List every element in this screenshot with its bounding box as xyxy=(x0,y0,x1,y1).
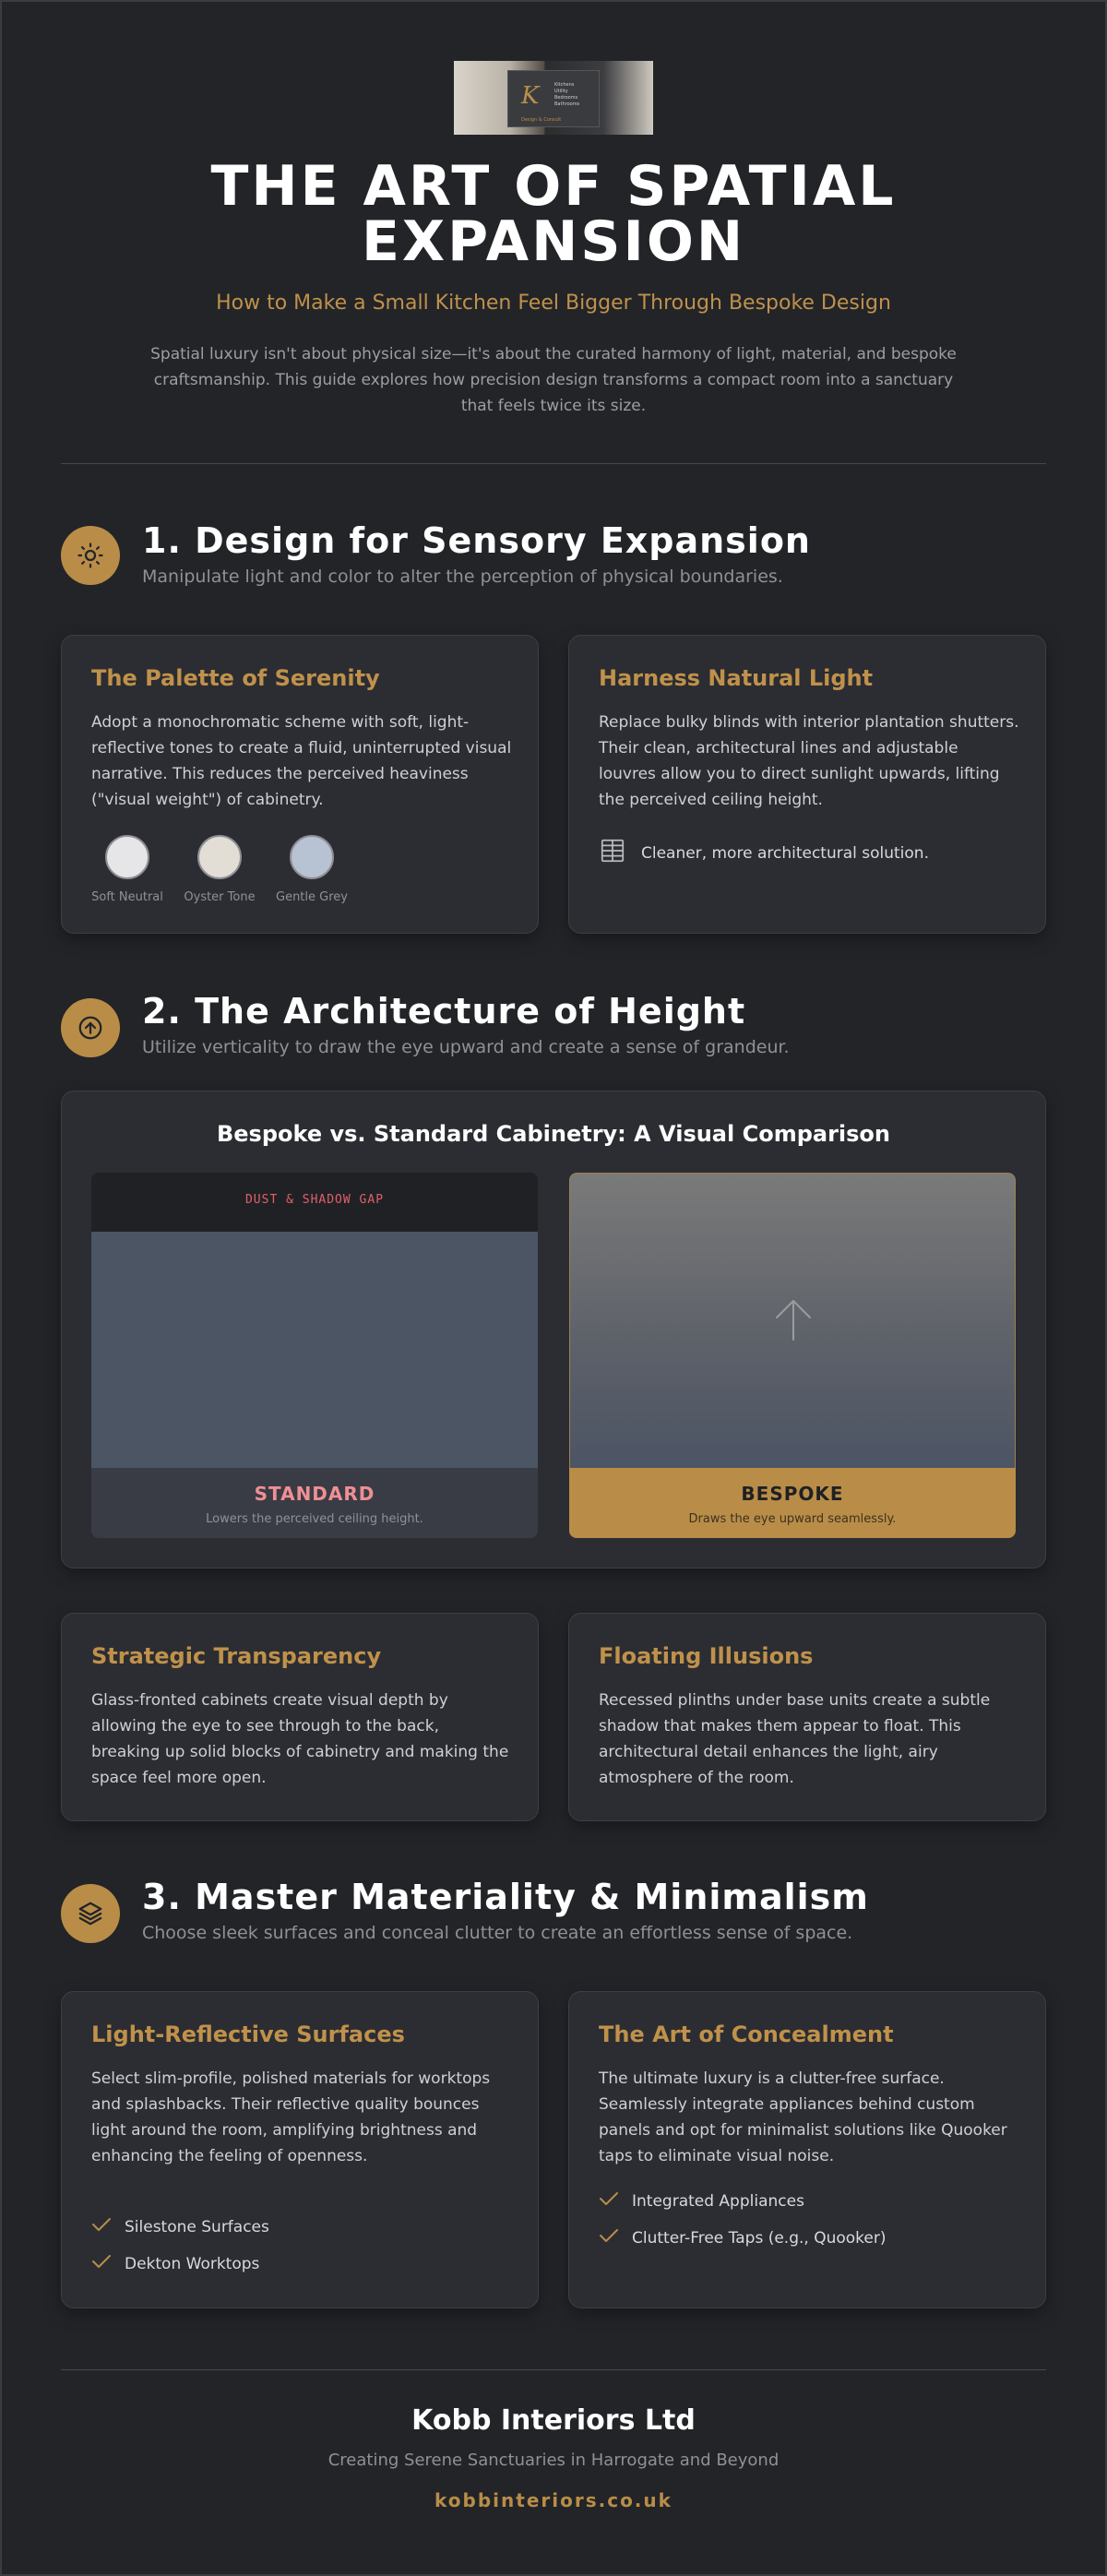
color-swatches xyxy=(91,835,348,904)
section-subtitle: Manipulate light and color to alter the perception of physical boundaries. xyxy=(142,566,783,587)
page-title-line: EXPANSION xyxy=(361,209,746,274)
list-item xyxy=(599,2191,804,2211)
card-body: Replace bulky blinds with interior plantation shutters. Their clean, architectural lines and adjustable louvres allow you to direct sunlight upwards, lifting the perceived ceiling height. xyxy=(599,713,1019,809)
website-link[interactable]: kobbinteriors.co.uk xyxy=(434,2489,673,2511)
card-body: Select slim-profile, polished materials for worktops and splashbacks. Their reflective quality bounces light around the room, amplifying brightness and enhancing the feeling of openness. xyxy=(91,2069,491,2165)
feature-row xyxy=(599,837,929,869)
list-item xyxy=(91,2217,269,2236)
intro-text: Spatial luxury isn't about physical size—it's about the curated harmony of light, material, and bespoke craftsmanship. This guide explores how precision design transforms a compact room into a sanctuary that feels twice its size. xyxy=(150,345,957,415)
company-tagline: Creating Serene Sanctuaries in Harrogate and Beyond xyxy=(327,2451,780,2470)
card-strategic-transparency xyxy=(61,1613,539,1821)
bespoke-desc: Draws the eye upward seamlessly. xyxy=(688,1512,897,1526)
section-subtitle: Choose sleek surfaces and conceal clutter to create an effortless sense of space. xyxy=(142,1923,853,1943)
swatch-dot xyxy=(290,835,334,879)
card-palette-of-serenity xyxy=(61,635,539,934)
check-icon xyxy=(599,2228,619,2248)
logo-line: Kitchens xyxy=(554,82,575,88)
swatch-dot xyxy=(105,835,149,879)
company-name: Kobb Interiors Ltd xyxy=(411,2404,696,2437)
logo-monogram: K xyxy=(521,82,540,110)
check-icon xyxy=(91,2217,112,2236)
section-title: 2. The Architecture of Height xyxy=(142,991,746,1032)
card-natural-light xyxy=(568,635,1046,934)
comparison-panel xyxy=(61,1091,1046,1568)
bespoke-cabinet-illustration xyxy=(569,1173,1016,1538)
sun-icon xyxy=(61,526,120,585)
list-item-label: Clutter-Free Taps (e.g., Quooker) xyxy=(632,2228,887,2248)
logo-lines xyxy=(554,82,579,108)
bespoke-caption xyxy=(569,1468,1016,1538)
swatch-oyster-tone xyxy=(184,835,256,904)
standard-cabinet-block xyxy=(91,1232,538,1468)
shadow-gap-label: DUST & SHADOW GAP xyxy=(244,1193,385,1207)
card-title: Light-Reflective Surfaces xyxy=(91,2021,405,2047)
page-subtitle: How to Make a Small Kitchen Feel Bigger Through Bespoke Design xyxy=(216,292,891,315)
bespoke-cabinet-block xyxy=(569,1173,1016,1468)
check-icon xyxy=(91,2254,112,2273)
section-title: 1. Design for Sensory Expansion xyxy=(142,520,811,561)
standard-cabinet-illustration xyxy=(91,1173,538,1538)
card-body: The ultimate luxury is a clutter-free surface. Seamlessly integrate appliances behind custom panels and opt for minimalist solutions like Quooker taps to eliminate visual noise. xyxy=(599,2069,1007,2165)
card-reflective-surfaces xyxy=(61,1991,539,2308)
page-title xyxy=(61,154,1046,274)
divider xyxy=(61,463,1046,464)
swatch-soft-neutral xyxy=(91,835,163,904)
company-logo xyxy=(454,61,653,135)
check-icon xyxy=(599,2191,619,2211)
swatch-label: Soft Neutral xyxy=(91,890,163,904)
shutter-icon xyxy=(599,837,626,869)
card-title: Floating Illusions xyxy=(599,1643,814,1669)
card-title: The Art of Concealment xyxy=(599,2021,894,2047)
logo-line: Utility xyxy=(554,89,568,94)
logo-line: Bedrooms xyxy=(554,95,578,101)
swatch-label: Gentle Grey xyxy=(276,890,348,904)
standard-desc: Lowers the perceived ceiling height. xyxy=(206,1512,423,1526)
swatch-gentle-grey xyxy=(276,835,348,904)
bespoke-label: BESPOKE xyxy=(741,1483,844,1505)
feature-text: Cleaner, more architectural solution. xyxy=(641,843,929,863)
section-subtitle: Utilize verticality to draw the eye upward and create a sense of grandeur. xyxy=(142,1037,790,1057)
arrow-up-circle-icon xyxy=(61,998,120,1057)
card-title: Strategic Transparency xyxy=(91,1643,382,1669)
card-floating-illusions xyxy=(568,1613,1046,1821)
list-item xyxy=(91,2254,259,2273)
card-art-of-concealment xyxy=(568,1991,1046,2308)
comparison-title: Bespoke vs. Standard Cabinetry: A Visual Comparison xyxy=(216,1121,890,1147)
shadow-gap xyxy=(91,1173,538,1232)
arrow-up-icon xyxy=(775,1299,812,1345)
card-body: Recessed plinths under base units create a subtle shadow that makes them appear to float. This architectural detail enhances the light, airy atmosphere of the room. xyxy=(599,1691,991,1787)
list-item-label: Silestone Surfaces xyxy=(125,2217,269,2236)
swatch-label: Oyster Tone xyxy=(184,890,256,904)
layers-icon xyxy=(61,1884,120,1943)
card-title: Harness Natural Light xyxy=(599,665,874,691)
card-body: Glass-fronted cabinets create visual depth by allowing the eye to see through to the back, breaking up solid blocks of cabinetry and making the space feel more open. xyxy=(91,1691,509,1787)
list-item-label: Dekton Worktops xyxy=(125,2254,260,2273)
standard-caption xyxy=(91,1468,538,1538)
section-title: 3. Master Materiality & Minimalism xyxy=(142,1877,869,1917)
swatch-dot xyxy=(197,835,242,879)
logo-line: Bathrooms xyxy=(554,101,580,107)
card-title: The Palette of Serenity xyxy=(91,665,380,691)
page-title-line: THE ART OF SPATIAL xyxy=(210,154,897,219)
standard-label: STANDARD xyxy=(254,1483,375,1505)
logo-panel xyxy=(507,70,600,127)
logo-sub: Design & Consult xyxy=(521,117,562,123)
list-item-label: Integrated Appliances xyxy=(632,2191,804,2211)
divider xyxy=(61,2369,1046,2370)
list-item xyxy=(599,2228,887,2248)
card-body: Adopt a monochromatic scheme with soft, light-reflective tones to create a fluid, uninterrupted visual narrative. This reduces the perceived heaviness ("visual weight") of cabinetry. xyxy=(91,713,512,809)
